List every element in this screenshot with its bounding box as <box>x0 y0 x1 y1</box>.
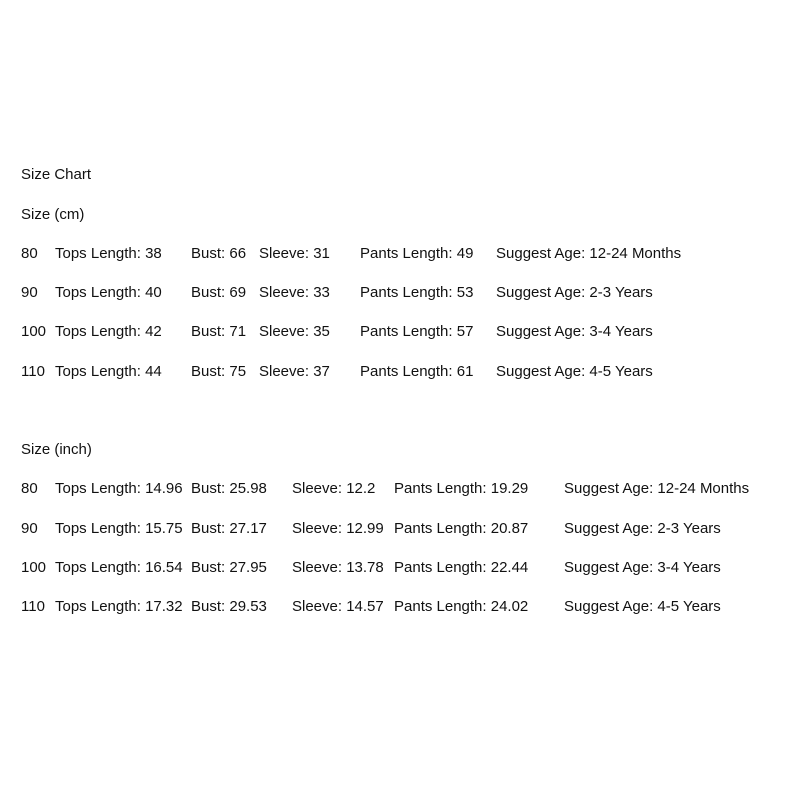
bust-cell: Bust: 29.53 <box>191 598 267 615</box>
page-title: Size Chart <box>21 166 92 183</box>
table-row <box>0 245 800 263</box>
tops-length-cell: Tops Length: 44 <box>55 363 162 380</box>
bust-cell: Bust: 69 <box>191 284 247 301</box>
suggest-age-cell: Suggest Age: 4-5 Years <box>564 598 721 615</box>
suggest-age-cell: Suggest Age: 3-4 Years <box>564 559 721 576</box>
tops-length-cell: Tops Length: 15.75 <box>55 520 183 537</box>
pants-length-cell: Pants Length: 22.44 <box>394 559 529 576</box>
pants-length-cell: Pants Length: 19.29 <box>394 480 529 497</box>
sleeve-cell: Sleeve: 14.57 <box>292 598 384 615</box>
suggest-age-cell: Suggest Age: 4-5 Years <box>496 363 653 380</box>
suggest-age-cell: Suggest Age: 12-24 Months <box>564 480 750 497</box>
pants-length-cell: Pants Length: 53 <box>360 284 474 301</box>
table-row <box>0 598 800 616</box>
size-cell: 110 <box>21 598 45 615</box>
tops-length-cell: Tops Length: 40 <box>55 284 162 301</box>
table-row <box>0 520 800 538</box>
inch-section-heading: Size (inch) <box>21 441 92 458</box>
tops-length-cell: Tops Length: 38 <box>55 245 162 262</box>
sleeve-cell: Sleeve: 35 <box>259 323 330 340</box>
size-cell: 90 <box>21 284 38 301</box>
sleeve-cell: Sleeve: 37 <box>259 363 330 380</box>
bust-cell: Bust: 75 <box>191 363 247 380</box>
pants-length-cell: Pants Length: 61 <box>360 363 474 380</box>
sleeve-cell: Sleeve: 13.78 <box>292 559 384 576</box>
suggest-age-cell: Suggest Age: 2-3 Years <box>564 520 721 537</box>
sleeve-cell: Sleeve: 33 <box>259 284 330 301</box>
bust-cell: Bust: 27.17 <box>191 520 267 537</box>
pants-length-cell: Pants Length: 20.87 <box>394 520 529 537</box>
sleeve-cell: Sleeve: 31 <box>259 245 330 262</box>
sleeve-cell: Sleeve: 12.2 <box>292 480 376 497</box>
suggest-age-cell: Suggest Age: 3-4 Years <box>496 323 653 340</box>
size-cell: 80 <box>21 480 38 497</box>
table-row <box>0 480 800 498</box>
size-cell: 80 <box>21 245 38 262</box>
tops-length-cell: Tops Length: 16.54 <box>55 559 183 576</box>
table-row <box>0 323 800 341</box>
suggest-age-cell: Suggest Age: 2-3 Years <box>496 284 653 301</box>
tops-length-cell: Tops Length: 42 <box>55 323 162 340</box>
size-cell: 100 <box>21 323 47 340</box>
suggest-age-cell: Suggest Age: 12-24 Months <box>496 245 682 262</box>
tops-length-cell: Tops Length: 14.96 <box>55 480 183 497</box>
table-row <box>0 363 800 381</box>
table-row <box>0 284 800 302</box>
size-cell: 100 <box>21 559 47 576</box>
sleeve-cell: Sleeve: 12.99 <box>292 520 384 537</box>
pants-length-cell: Pants Length: 24.02 <box>394 598 529 615</box>
pants-length-cell: Pants Length: 57 <box>360 323 474 340</box>
bust-cell: Bust: 66 <box>191 245 247 262</box>
table-row <box>0 559 800 577</box>
pants-length-cell: Pants Length: 49 <box>360 245 474 262</box>
tops-length-cell: Tops Length: 17.32 <box>55 598 183 615</box>
cm-section-heading: Size (cm) <box>21 206 85 223</box>
bust-cell: Bust: 71 <box>191 323 247 340</box>
bust-cell: Bust: 25.98 <box>191 480 267 497</box>
bust-cell: Bust: 27.95 <box>191 559 267 576</box>
size-cell: 90 <box>21 520 38 537</box>
size-cell: 110 <box>21 363 45 380</box>
